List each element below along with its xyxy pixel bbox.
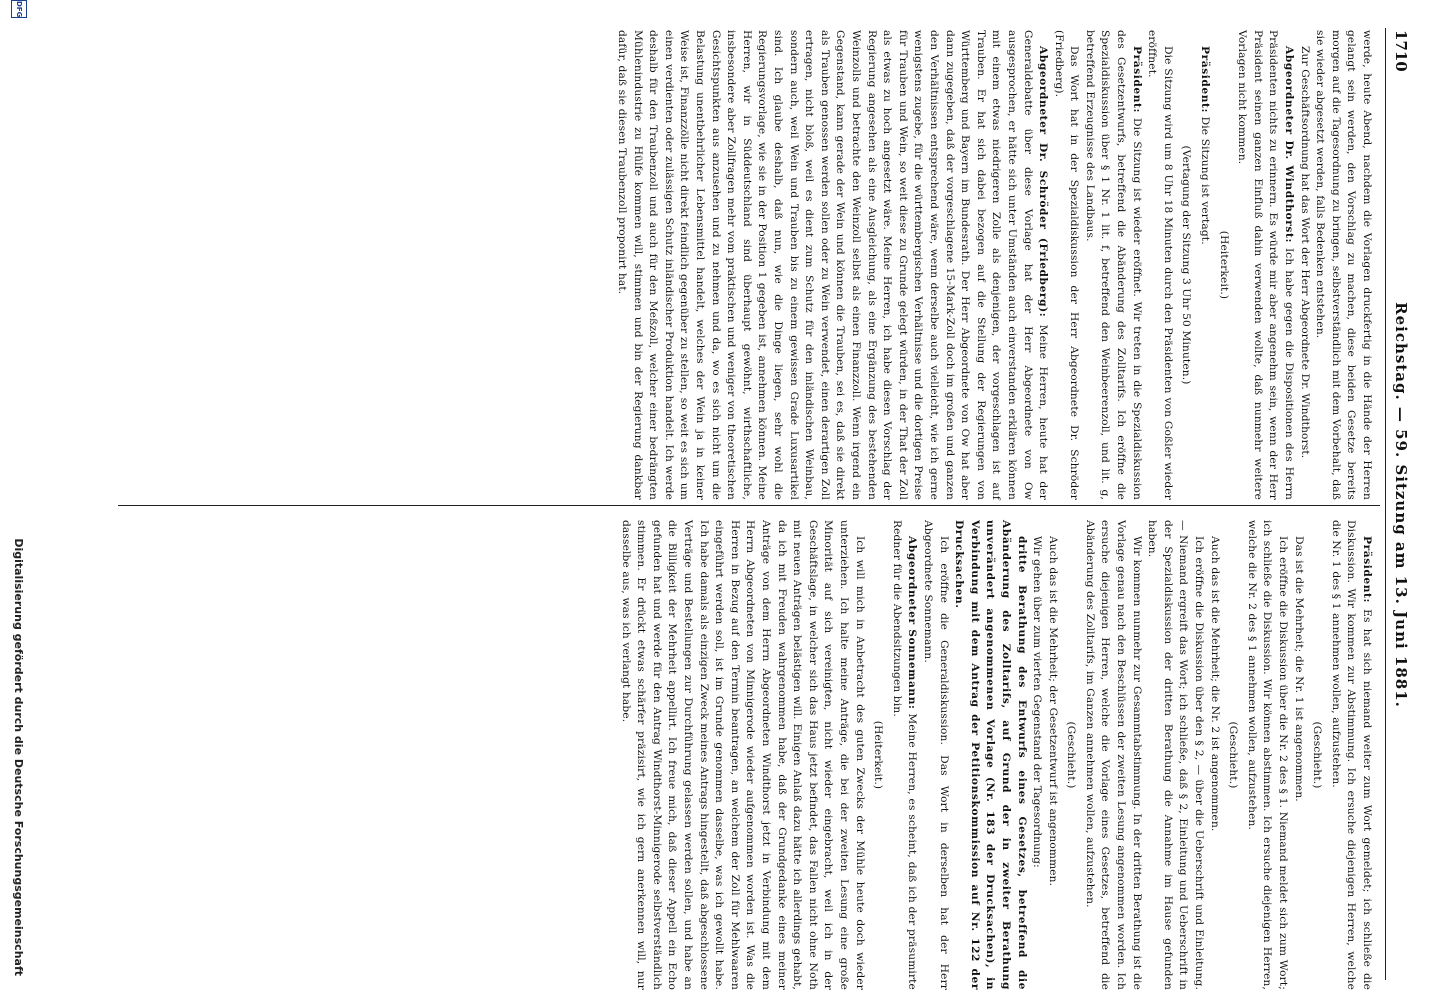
paragraph-text: Ich will mich in Anbetracht des guten Zwecks der Mühle heute doch wieder unterziehen. Ich halte meine Anträge, die bei der zweiten Lesung eine große Minorität auf sich vereinigten, nicht wieder eingebracht, weil ich in der Geschäftslage, in welcher sich das Haus jetzt befindet, das Fallen nicht ohne Noth mit neuen Anträgen belästigen will. Einigen Anlaß dazu hätte ich allerdings gehabt, da ich mit Freuden wahrgenommen habe, daß der Grundgedanke eines meiner Anträge von dem Herrn Abgeordneten Windthorst jetzt in Verbindung mit dem Herrn Abgeordneten von Minnigerode wieder aufgenommen worden ist. Was die Herren in Bezug auf den Termin beantragen, an welchem der Zoll für Mehlwaaren eingeführt werden soll, ist im Grunde genommen dasselbe, was ich gewollt habe. Ich habe damals als einzigen Zweck meines Antrags hingestellt, daß abgeschlossene Verträge und Bestellungen zur Durchführung gelassen werden sollen, und habe an die Billigkeit der Mehrheit appellirt. Ich freue mich, daß dieser Appell ein Echo gefunden hat und werde für den Antrag Windthorst-Minnigerode selbstverständlich stimmen. Er drückt etwas schärfer präzisirt, wie ich gern anerkennen will, nur dasselbe aus, was ich verlangt habe.: [619, 520, 866, 990]
paragraph-text: Die Sitzung ist vertagt.: [1199, 113, 1212, 245]
paragraph: [888, 520, 919, 990]
speaker-name: Präsident:: [1130, 46, 1143, 114]
paragraph-text: dritte Berathung des Entwurfs eines Gesetzes, betreffend die Abänderung des Zolltarifs, auf Grund der in zweiter Berathung unverändert angenommenen Vorlage (Nr. 183 der Drucksachen), in Verbindung mit dem Antrag der Petitionskommission auf Nr. 122 der Drucksachen.: [953, 520, 1028, 990]
stage-direction: [1225, 520, 1241, 990]
paragraph-text: Die Sitzung ist wieder eröffnet. Wir treten in die Spezialdiskussion des Gesetzentwurfs, betreffend die Abänderung des Zolltarifs. Ich eröffne die Spezialdiskussion über § 1 Nr. 1 lit. f, betreffend den Weinbeerenzoll, und lit. g, betreffend Erzeugnisse des Landbaus.: [1083, 30, 1143, 500]
paragraph-text: Es hat sich niemand weiter zum Wort gemeldet; ich schließe die Diskussion. Wir kommen zur Abstimmung. Ich ersuche diejenigen Herren, welche die Nr. 1 des § 1 annehmen wollen, aufzustehen.: [1329, 520, 1373, 990]
paragraph-text: Meine Herren, es scheint, daß ich der präsumirte Redner für die Abendsitzungen bin.: [890, 520, 919, 990]
paragraph: [919, 520, 950, 990]
footer: [6, 0, 28, 1000]
paragraph: [1050, 30, 1081, 500]
paragraph-text: (Vertagung der Sitzung 3 Uhr 50 Minuten.): [1180, 145, 1193, 385]
paragraph-text: (Heiterkeit.): [872, 720, 885, 790]
stage-direction: [1178, 30, 1194, 500]
speaker-name: Präsident:: [1199, 46, 1212, 114]
page-header: [1388, 30, 1414, 980]
paragraph: [1243, 520, 1290, 990]
paragraph: [1144, 520, 1206, 990]
paragraph: [614, 30, 1051, 500]
paragraph-text: Das ist die Mehrheit; die Nr. 1 ist angenommen.: [1292, 536, 1305, 802]
header-rule: [1385, 28, 1386, 980]
dfg-logo-icon: DFG: [11, 0, 27, 18]
paragraph: [1234, 30, 1296, 500]
paragraph-text: Ich eröffne die Diskussion über den § 2, — über die Ueberschrift und Einleitung. — Niemand ergreift das Wort; ich schließe, daß § 2, Einleitung und Ueberschrift in der Spezialdiskussion der dritten Berathung die Annahme im Hause gefunden haben.: [1146, 520, 1206, 990]
paragraph-text: Die Sitzung wird um 8 Uhr 18 Minuten durch den Präsidenten von Goßler wieder eröffnet.: [1146, 30, 1174, 500]
paragraph-text: Auch das ist die Mehrheit; die Nr. 2 ist angenommen.: [1208, 536, 1221, 832]
paragraph-text: Ich eröffne die Generaldiskussion. Das Wort in derselben hat der Herr Abgeordnete Sonnemann.: [921, 520, 950, 990]
paragraph: [617, 520, 867, 990]
paragraph: [1196, 30, 1212, 500]
column-divider: [118, 505, 1380, 506]
page-title: Reichstag. — 59. Sitzung am 13. Juni 1881.: [1392, 302, 1410, 708]
paragraph-text: (Geschieht.): [1227, 721, 1240, 789]
speaker-name: Abgeordneter Sonnemann:: [906, 536, 919, 710]
paragraph-text: Zur Geschäftsordnung hat das Wort der Herr Abgeordnete Dr. Windthorst.: [1298, 46, 1311, 459]
paragraph: [1144, 30, 1175, 500]
stage-direction: [870, 520, 886, 990]
left-column: [614, 30, 1375, 500]
paragraph-text: Wir gehen über zum vierten Gegenstand der Tagesordnung:: [1031, 536, 1044, 868]
paragraph-text: Ich eröffne die Diskussion über die Nr. 2 des § 1. Niemand meldet sich zum Wort; ich schließe die Diskussion. Wir können abstimmen. Ich ersuche diejenigen Herren, welche die Nr. 2 des § 1 annehmen wollen, aufzustehen.: [1245, 520, 1290, 990]
paragraph-text: Auch das ist die Mehrheit; der Gesetzentwurf ist angenommen.: [1046, 536, 1059, 887]
paragraph: [1312, 30, 1374, 500]
speaker-name: Abgeordneter Dr. Schröder (Friedberg):: [1037, 46, 1050, 318]
paragraph-text: (Heiterkeit.): [1217, 230, 1230, 300]
paragraph: [1081, 520, 1143, 990]
stage-direction: [1309, 520, 1325, 990]
paragraph-text: Das Wort hat in der Spezialdiskussion der Herr Abgeordnete Dr. Schröder (Friedberg).: [1052, 30, 1081, 500]
page-number: 1710: [1392, 30, 1410, 72]
paragraph: [1206, 520, 1222, 990]
speaker-name: Abgeordneter Dr. Windthorst:: [1283, 46, 1296, 243]
paragraph-text: (Geschieht.): [1065, 721, 1078, 789]
paragraph: [1296, 30, 1312, 500]
paragraph-text: Meine Herren, heute hat der Generaldebatte über diese Vorlage hat der Herr Abgeordnete von Ow ausgesprochen, er hätte sich unter Umständen auch einverstanden erklären können mit einem etwas niedrigeren Zolle als denjenigen, der vorgeschlagen ist auf Trauben. Er hat sich dabei bezogen auf die Stellung der Regierungen von Württemberg und Bayern im Bundesrath. Der Herr Abgeordnete von Ow hat aber dann zugegeben, daß der vorgeschlagene 15-Mark-Zoll doch im großen und ganzen den Verhältnissen entsprechend wäre, wenn derselbe auch vielleicht, wie ich gerne wenigstens zugebe, für die württembergischen Verhältnisse und die dortigen Preise für Trauben und Wein, so weit diese zu Grunde gelegt würden, in der That der Zoll als etwas zu hoch angesetzt wäre. Meine Herren, ich habe diesen Vorschlag der Regierung angesehen als eine Ausgleichung, als eine Ergänzung des bestehenden Weinzolls und betrachte den Weinzoll selbst als einen Finanzzoll. Wenn irgend ein Gegenstand, kann gerade der Wein und können die Trauben, sei es, daß sie direkt als Trauben genossen werden sollen oder zu Wein verwendet, einen derartigen Zoll ertragen, nicht bloß, weil es dient zum Schutz für den inländischen Weinbau, sondern auch, weil Wein und Trauben bis zu einem gewissen Grade Luxusartikel sind. Ich glaube deshalb, daß nun, wie die Dinge liegen, sehr wohl die Regierungsvorlage, wie sie in der Position 1 gegeben ist, annehmen können. Meine Herren, wir in Süddeutschland sind überhaupt gewöhnt, wirthschaftliche, insbesondere aber Zollfragen mehr vom praktischen und weniger von theoretischen Gesichtspunkten aus anzusehen und zu nehmen und da, wo es sich nicht um die Belastung unentbehrlicher Lebensmittel handelt, welches der Wein ja in keiner Weise ist, Finanzzölle nicht direkt feindlich gegenüber zu stellen, so weit es sich um einen verdienten oder zulässigen Schutz inländischer Produktion handelt. Ich werde deshalb für den Traubenzoll und auch für den Meßzoll, welcher einer bedrängten Mühlenindustrie zu Hülfe kommen will, stimmen und bin der Regierung dankbar dafür, daß sie diesen Traubenzoll proponirt hat.: [616, 30, 1050, 500]
paragraph-text: werde, heute Abend, nachdem die Vorlagen druckfertig in die Hände der Herren gelangt sein werden, den Vorschlag zu machen, diese beiden Gesetze bereits morgen auf die Tagesordnung zu bringen, selbstverständlich mit dem Vorbehalt, daß sie wieder abgesetzt werden, falls Bedenken entstehen.: [1314, 30, 1373, 500]
stage-direction: [1215, 30, 1231, 500]
speaker-name: Präsident:: [1361, 536, 1373, 604]
paragraph-text: (Geschieht.): [1311, 721, 1324, 789]
footer-credit: Digitalisierung gefördert durch die Deutsche Forschungsgemeinschaft: [12, 538, 25, 976]
paragraph: [1327, 520, 1374, 990]
paragraph: [951, 520, 1029, 990]
paragraph-text: Wir kommen nunmehr zur Gesammtabstimmung. In der dritten Berathung ist die Vorlage genau nach den Beschlüssen der zweiten Lesung angenommen worden. Ich ersuche diejenigen Herren, welche die Vorlage eines Gesetzes, betreffend die Abänderung des Zolltarifs, im Ganzen annehmen wollen, aufzustehen.: [1083, 520, 1143, 990]
paragraph-text: Ich habe gegen die Dispositionen des Herrn Präsidenten nichts zu erinnern. Es würde mir aber angenehm sein, wenn der Herr Präsident seinen ganzen Einfluß dahin verwenden wollte, daß nunmehr weitere Vorlagen nicht kommen.: [1236, 30, 1296, 500]
right-column: [617, 520, 1374, 990]
paragraph: [1081, 30, 1143, 500]
paragraph: [1290, 520, 1306, 990]
stage-direction: [1063, 520, 1079, 990]
paragraph: [1044, 520, 1060, 990]
paragraph: [1029, 520, 1045, 990]
